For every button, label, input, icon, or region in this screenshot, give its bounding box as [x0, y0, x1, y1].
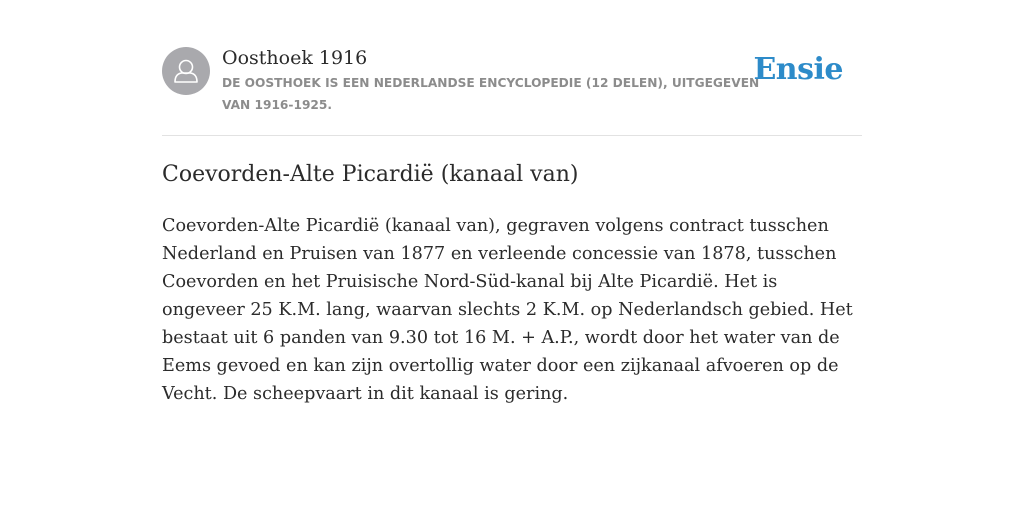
source-description: DE OOSTHOEK IS EEN NEDERLANDSE ENCYCLOPEDIE (12 DELEN), UITGEGEVEN VAN 1916-1925.	[222, 76, 760, 112]
entry-title: Coevorden-Alte Picardië (kanaal van)	[162, 162, 579, 187]
entry-body: Coevorden-Alte Picardië (kanaal van), gegraven volgens contract tusschen Nederland en Pruisen van 1877 en verleende concessie van 1878, tusschen Coevorden en het Pruisische Nord-Süd-kanal bij Alte Picardië. Het is ongeveer 25 K.M. lang, waarvan slechts 2 K.M. op Nederlandsch gebied. Het bestaat uit 6 panden van 9.30 tot 16 M. + A.P., wordt door het water van de Eems gevoed en kan zijn overtollig water door een zijkanaal afvoeren op de Vecht. De scheepvaart in dit kanaal is gering.	[162, 216, 853, 404]
header-divider	[162, 135, 862, 136]
source-title[interactable]: Oosthoek 1916	[222, 47, 368, 69]
source-avatar[interactable]	[162, 47, 210, 95]
ensie-logo[interactable]: Ensie	[753, 52, 843, 87]
source-header	[162, 46, 862, 136]
user-icon	[162, 47, 210, 95]
